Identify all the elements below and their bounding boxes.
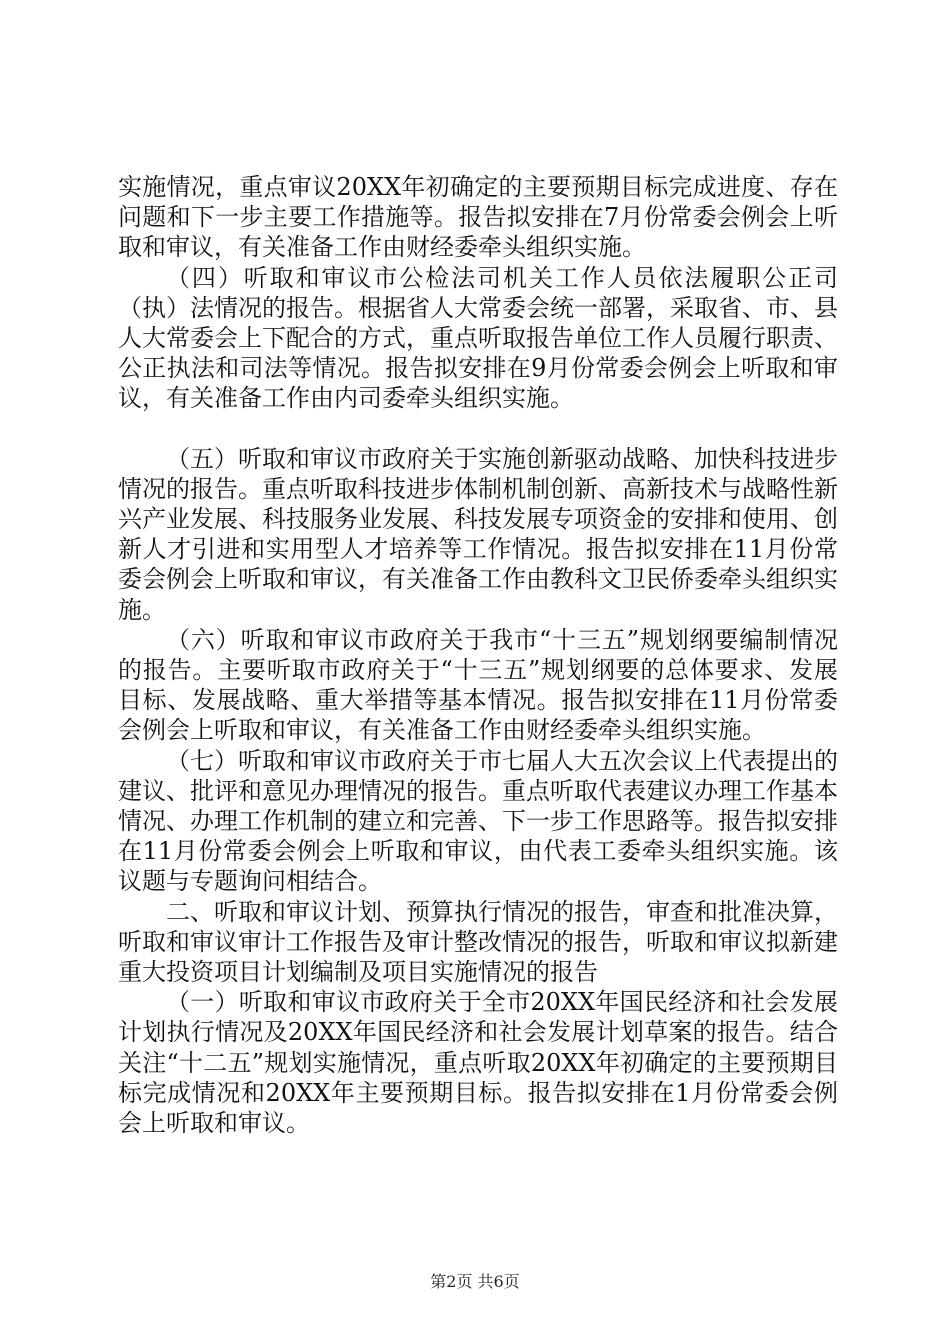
paragraph-continuation: 实施情况，重点审议20XX年初确定的主要预期目标完成进度、存在问题和下一步主要工作措施等。报告拟安排在7月份常委会例会上听取和审议，有关准备工作由财经委牵头组织实施。 (118, 173, 838, 262)
section-heading-2: 二、听取和审议计划、预算执行情况的报告，审查和批准决算，听取和审议审计工作报告及审计整改情况的报告，听取和审议拟新建重大投资项目计划编制及项目实施情况的报告 (118, 897, 838, 987)
document-body (118, 172, 838, 1138)
page-number-footer: 第2页 共6页 (430, 1272, 520, 1291)
paragraph-item-6: （六）听取和审议市政府关于我市“十三五”规划纲要编制情况的报告。主要听取市政府关于“十三五”规划纲要的总体要求、发展目标、发展战略、重大举措等基本情况。报告拟安排在11月份常委会例会上听取和审议，有关准备工作由财经委牵头组织实施。 (118, 625, 838, 745)
paragraph-item-7: （七）听取和审议市政府关于市七届人大五次会议上代表提出的建议、批评和意见办理情况的报告。重点听取代表建议办理工作基本情况、办理工作机制的建立和完善、下一步工作思路等。报告拟安排在11月份常委会例会上听取和审议，由代表工委牵头组织实施。该议题与专题询问相结合。 (118, 746, 838, 896)
paragraph-item-5: （五）听取和审议市政府关于实施创新驱动战略、加快科技进步情况的报告。重点听取科技进步体制机制创新、高新技术与战略性新兴产业发展、科技服务业发展、科技发展专项资金的安排和使用、创新人才引进和实用型人才培养等工作情况。报告拟安排在11月份常委会例会上听取和审议，有关准备工作由教科文卫民侨委牵头组织实施。 (118, 444, 838, 624)
paragraph-item-1: （一）听取和审议市政府关于全市20XX年国民经济和社会发展计划执行情况及20XX年国民经济和社会发展计划草案的报告。结合关注“十二五”规划实施情况，重点听取20XX年初确定的主要预期目标完成情况和20XX年主要预期目标。报告拟安排在1月份常委会例会上听取和审议。 (118, 988, 838, 1138)
paragraph-item-4: （四）听取和审议市公检法司机关工作人员依法履职公正司（执）法情况的报告。根据省人大常委会统一部署，采取省、市、县人大常委会上下配合的方式，重点听取报告单位工作人员履行职责、公正执法和司法等情况。报告拟安排在9月份常委会例会上听取和审议，有关准备工作由内司委牵头组织实施。 (118, 263, 838, 413)
